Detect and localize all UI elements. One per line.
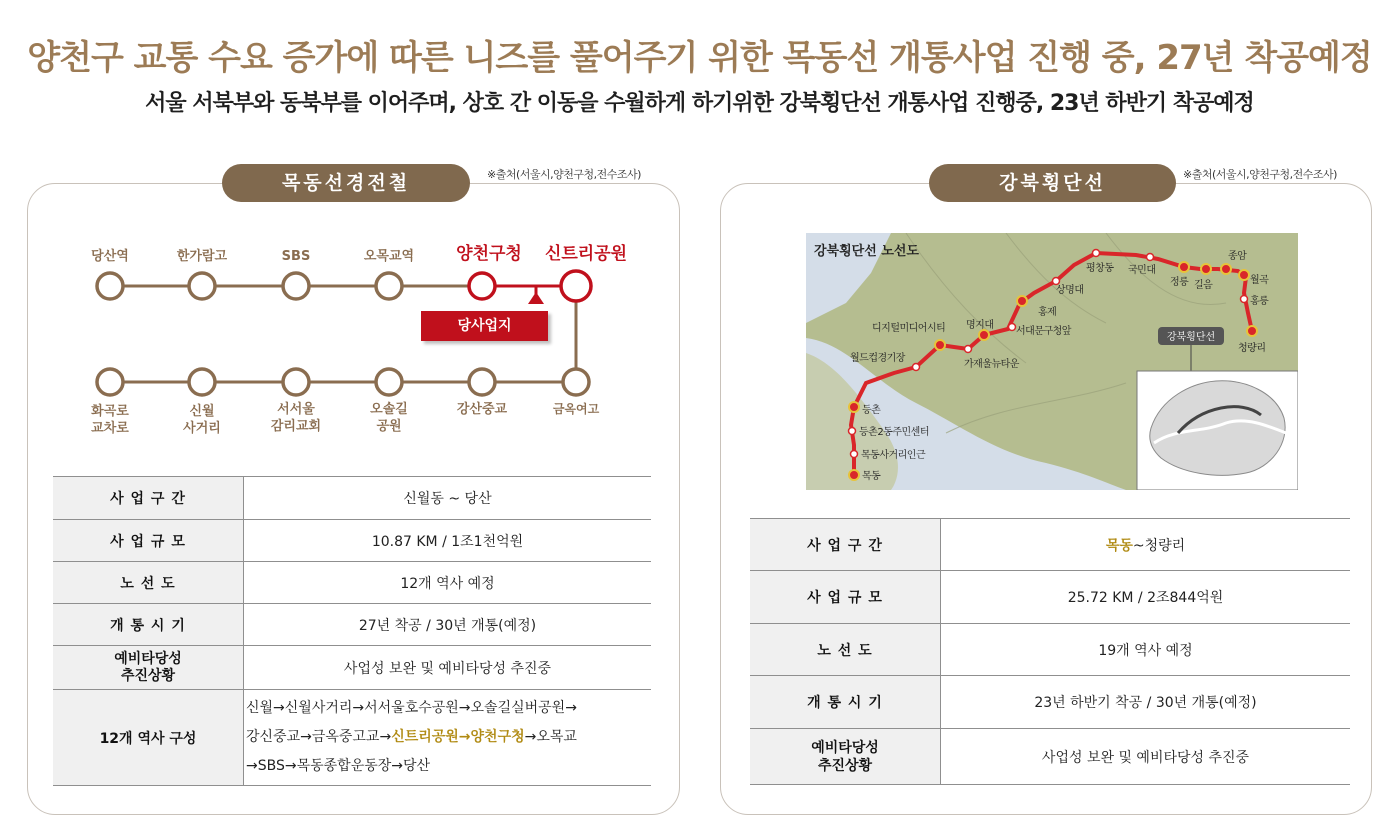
table-value: 사업성 보완 및 예비타당성 추진중 <box>244 646 652 690</box>
table-row <box>750 624 1350 676</box>
map-station-label: 홍제 <box>1038 307 1057 318</box>
table-row <box>53 690 651 786</box>
map-station <box>1179 262 1189 272</box>
composition-highlight: 신트리공원→양천구청 <box>391 729 525 745</box>
map-station <box>1093 250 1100 257</box>
station-node <box>283 273 309 299</box>
table-key: 사 업 구 간 <box>750 519 941 571</box>
table-row <box>750 729 1350 785</box>
station-label: 한가람고 <box>176 249 228 264</box>
map-station <box>1241 296 1248 303</box>
map-station-label: 정릉 <box>1170 277 1189 288</box>
station-label: 오목교역 <box>363 249 415 264</box>
table-row <box>750 519 1350 571</box>
table-key: 12개 역사 구성 <box>53 690 244 786</box>
station-node <box>376 369 402 395</box>
station-label: 금옥여고 <box>552 402 600 416</box>
table-row <box>750 571 1350 624</box>
table-value: 27년 착공 / 30년 개통(예정) <box>244 604 652 646</box>
table-value: 19개 역사 예정 <box>941 624 1351 676</box>
table-value: 12개 역사 예정 <box>244 562 652 604</box>
mokdong-route-diagram <box>0 0 700 460</box>
map-station-label: 홍릉 <box>1250 296 1269 307</box>
station-label: 서서울 감리교회 <box>270 402 322 434</box>
station-node-highlight <box>561 271 591 301</box>
table-value: 신월동 ~ 당산 <box>244 477 652 520</box>
project-site-badge: 당사업지 <box>421 311 548 341</box>
map-inset-label: 강북횡단선 <box>1166 332 1216 343</box>
map-station <box>1053 278 1060 285</box>
map-station <box>1017 296 1027 306</box>
map-station <box>1239 270 1249 280</box>
composition-line <box>246 723 651 752</box>
station-node-highlight <box>469 273 495 299</box>
table-row <box>53 604 651 646</box>
mokdong-line-title: 목동선경전철 <box>222 164 470 202</box>
table-row <box>750 676 1350 729</box>
table-key: 사 업 규 모 <box>53 520 244 562</box>
map-station <box>913 364 920 371</box>
map-station-label: 등촌2동주민센터 <box>859 427 929 438</box>
map-station <box>849 428 856 435</box>
table-row <box>53 562 651 604</box>
table-value: 25.72 KM / 2조844억원 <box>941 571 1351 624</box>
map-station-label: 길음 <box>1194 280 1213 291</box>
table-key: 사 업 구 간 <box>53 477 244 520</box>
gangbuk-info-table <box>750 518 1350 785</box>
map-station <box>1221 264 1231 274</box>
station-node <box>97 273 123 299</box>
map-station-label: 명지대 <box>966 320 994 331</box>
table-key: 개 통 시 기 <box>750 676 941 729</box>
composition-text: →오목교 <box>524 729 577 745</box>
table-key: 예비타당성 추진상황 <box>750 729 941 785</box>
map-station <box>935 340 945 350</box>
station-node <box>189 369 215 395</box>
station-label: 강산중교 <box>456 402 508 417</box>
map-station-label: 상명대 <box>1056 285 1084 296</box>
composition-line: 신월→신월사거리→서서울호수공원→오솔길실버공원→ <box>246 700 577 716</box>
table-value-highlight: 목동 <box>1105 537 1133 554</box>
map-station <box>851 451 858 458</box>
map-station-label: 디지털미디어시티 <box>872 323 946 334</box>
map-station-label: 청량리 <box>1238 343 1266 354</box>
table-row <box>53 520 651 562</box>
map-station-label: 국민대 <box>1128 265 1156 276</box>
map-station <box>979 330 989 340</box>
station-node <box>189 273 215 299</box>
station-label-highlight: 양천구청 <box>456 244 522 264</box>
station-label: 당산역 <box>91 249 129 264</box>
table-key: 사 업 규 모 <box>750 571 941 624</box>
map-station-label: 월곡 <box>1250 275 1269 286</box>
table-row <box>53 477 651 520</box>
map-station-label: 종암 <box>1228 251 1247 262</box>
table-key: 노 선 도 <box>750 624 941 676</box>
page-subheadline: 서울 서북부와 동북부를 이어주며, 상호 간 이동을 수월하게 하기위한 강북횡단선 개통사업 진행중, 23년 하반기 착공예정 <box>145 91 1254 116</box>
mokdong-source-note: ※출처(서울시,양천구청,전수조사) <box>487 168 641 181</box>
gangbuk-source-note: ※출처(서울시,양천구청,전수조사) <box>1183 168 1337 181</box>
table-key: 노 선 도 <box>53 562 244 604</box>
table-value <box>941 519 1351 571</box>
map-station <box>849 402 859 412</box>
map-station-label: 등촌 <box>862 405 881 416</box>
table-value: 23년 하반기 착공 / 30년 개통(예정) <box>941 676 1351 729</box>
composition-text: 강신중교→금옥중고교→ <box>246 729 392 745</box>
map-station <box>1201 264 1211 274</box>
map-station <box>1247 326 1257 336</box>
station-label: 신월 사거리 <box>183 404 221 436</box>
page-headline: 양천구 교통 수요 증가에 따른 니즈를 풀어주기 위한 목동선 개통사업 진행 중, 27년 착공예정 <box>27 38 1372 78</box>
map-station-label: 평창동 <box>1086 263 1114 274</box>
map-station-label: 목동사거리인근 <box>861 450 926 461</box>
gangbuk-route-map <box>806 233 1298 490</box>
table-value-text: ~청량리 <box>1132 537 1186 554</box>
table-key: 개 통 시 기 <box>53 604 244 646</box>
table-key: 예비타당성 추진상황 <box>53 646 244 690</box>
map-title: 강북횡단선 노선도 <box>814 244 919 259</box>
station-composition <box>244 690 652 786</box>
gangbuk-line-title: 강북횡단선 <box>929 164 1176 202</box>
station-node <box>283 369 309 395</box>
table-row <box>53 646 651 690</box>
station-label: SBS <box>281 249 311 264</box>
map-station-label: 가재울뉴타운 <box>964 359 1019 370</box>
station-label: 화곡로 교차로 <box>91 404 129 436</box>
station-label-highlight: 신트리공원 <box>544 244 628 264</box>
map-station-label: 서대문구청앞 <box>1016 326 1071 337</box>
map-station <box>1009 324 1016 331</box>
table-value: 사업성 보완 및 예비타당성 추진중 <box>941 729 1351 785</box>
map-station <box>1147 254 1154 261</box>
station-node <box>97 369 123 395</box>
station-node <box>376 273 402 299</box>
station-node <box>563 369 589 395</box>
map-station-label: 목동 <box>862 471 881 482</box>
map-station <box>965 346 972 353</box>
composition-line: →SBS→목동종합운동장→당산 <box>246 758 431 774</box>
station-node <box>469 369 495 395</box>
map-station-label: 월드컵경기장 <box>850 353 905 364</box>
map-station <box>849 470 859 480</box>
station-label: 오솔길 공원 <box>370 402 408 434</box>
mokdong-info-table <box>53 476 651 786</box>
map-inset <box>1137 371 1298 490</box>
table-value: 10.87 KM / 1조1천억원 <box>244 520 652 562</box>
